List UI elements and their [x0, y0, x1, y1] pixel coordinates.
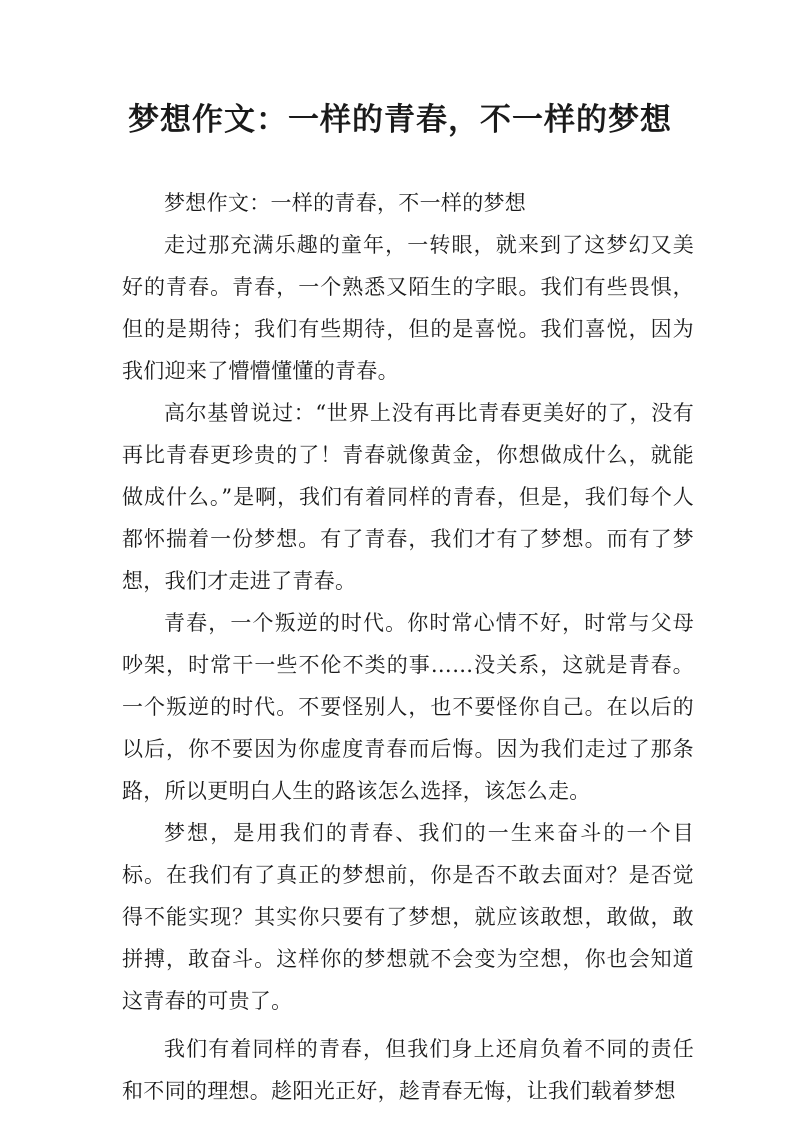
paragraph: 高尔基曾说过：“世界上没有再比青春更美好的了，没有再比青春更珍贵的了！青春就像黄金，你想做成什么，就能做成什么。”是啊，我们有着同样的青春，但是，我们每个人都怀揣着一份梦想。有了青春，我们才有了梦想。而有了梦想，我们才走进了青春。 — [122, 401, 694, 593]
paragraph: 我们有着同样的青春，但我们身上还肩负着不同的责任和不同的理想。趁阳光正好，趁青春无悔，让我们载着梦想 — [122, 1037, 694, 1103]
paragraph: 走过那充满乐趣的童年，一转眼，就来到了这梦幻又美好的青春。青春，一个熟悉又陌生的字眼。我们有些畏惧，但的是期待；我们有些期待，但的是喜悦。我们喜悦，因为我们迎来了懵懵懂懂的青春。 — [122, 233, 694, 383]
paragraph: 梦想，是用我们的青春、我们的一生来奋斗的一个目标。在我们有了真正的梦想前，你是否不敢去面对？是否觉得不能实现？其实你只要有了梦想，就应该敢想，敢做，敢拼搏，敢奋斗。这样你的梦想就不会变为空想，你也会知道这青春的可贵了。 — [122, 821, 694, 1013]
document-body — [122, 182, 694, 1112]
document-title: 梦想作文：一样的青春，不一样的梦想 — [128, 102, 672, 138]
paragraph-subtitle: 梦想作文：一样的青春，不一样的梦想 — [164, 191, 527, 215]
paragraph: 青春，一个叛逆的时代。你时常心情不好，时常与父母吵架，时常干一些不伦不类的事……没关系，这就是青春。一个叛逆的时代。不要怪别人，也不要怪你自己。在以后的以后，你不要因为你虚度青春而后悔。因为我们走过了那条路，所以更明白人生的路该怎么选择，该怎么走。 — [122, 611, 694, 803]
